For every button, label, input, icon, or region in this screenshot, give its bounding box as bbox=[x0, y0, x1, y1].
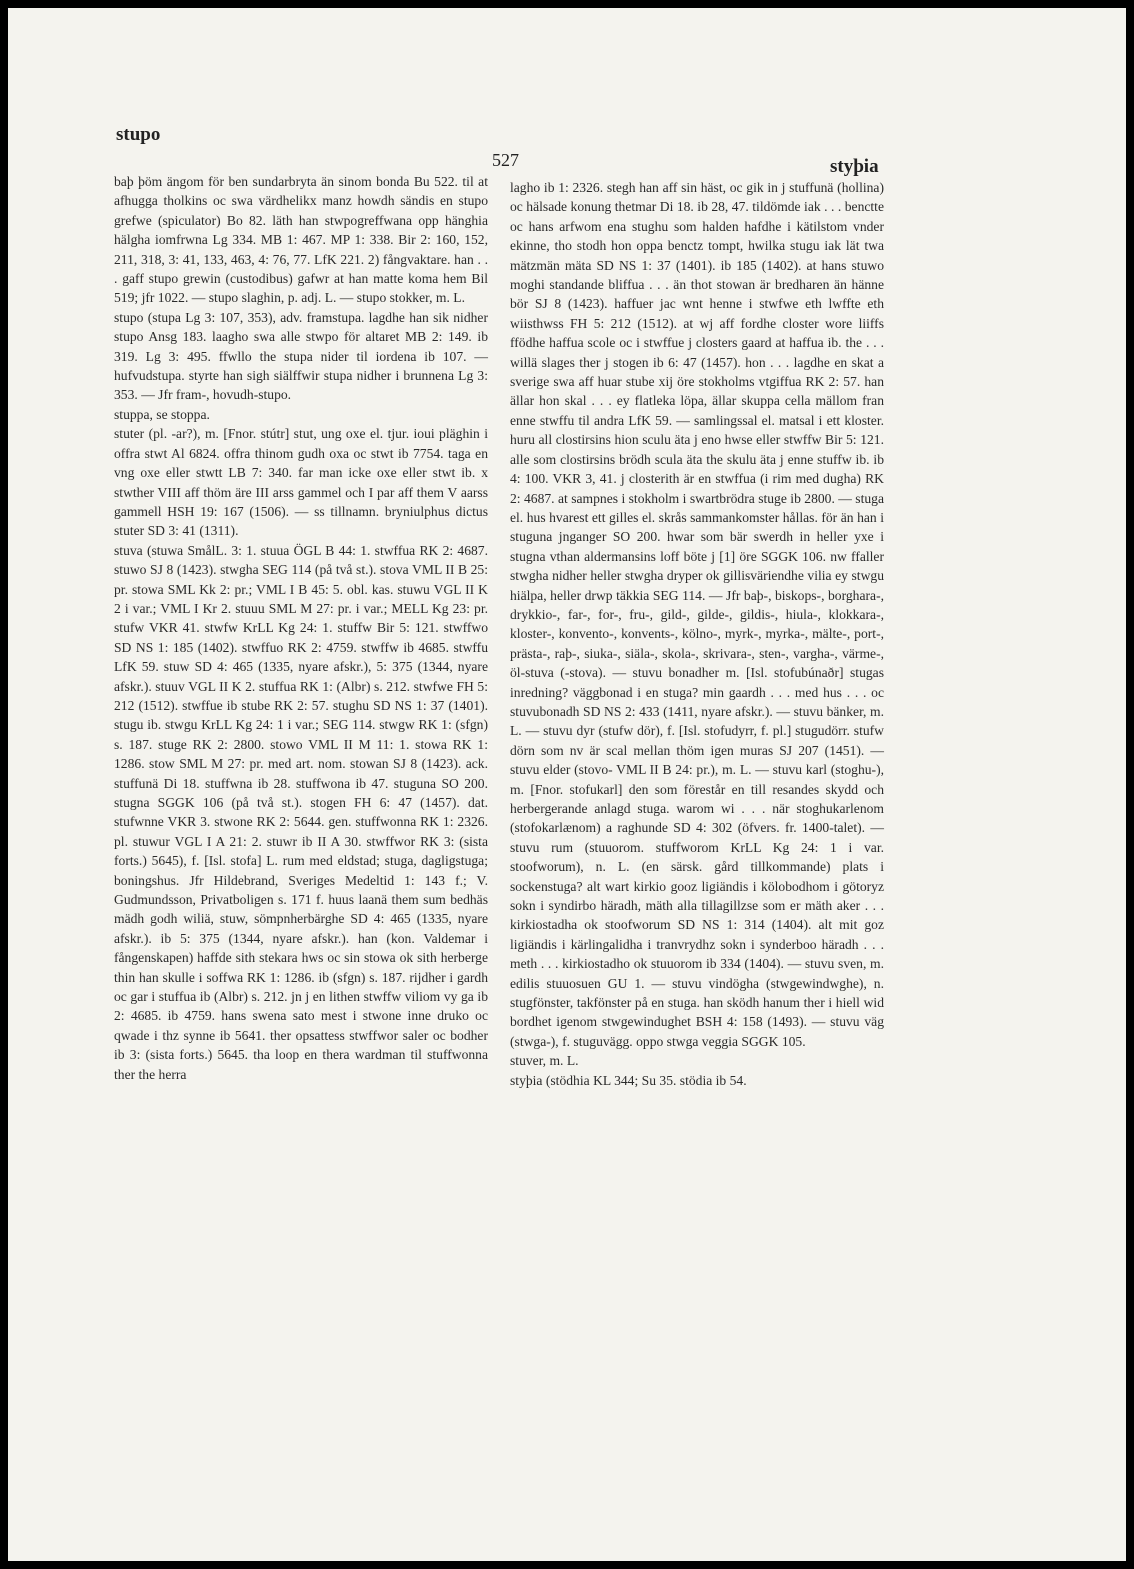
right-column bbox=[510, 178, 884, 1090]
entry-stuva-cont: lagho ib 1: 2326. stegh han aff sin häst, oc gik in j stuffunä (hollina) oc hälsade konung thetmar Di 18. ib 28, 47. tildömde iak . . . benctte oc hans arfwom ena stughu som halden hafdhe i kätilstom vnder ekinne, tho stodh hon oppa benctz tompt, hwilka stugu iak lät twa mätzmän mäta SD NS 1: 37 (1401). ib 185 (1402). at hans stuwo moghi standande bliffua . . . än thot stowan är bredharen än hänne bör SJ 8 (1423). haffuer jac wnt henne i stwfwe eth lwffte eth wiisthwss FH 5: 212 (1512). at wj aff fordhe closter wore liiffs ffödhe haffua scole oc i stwffue j closters gaard at haffua ib. the . . . willä slages ther j stogen ib 6: 47 (1457). hon . . . lagdhe en skat a sverige swa aff huar stube xij öre stokholms vtgiffua RK 2: 57. han ällar hon skal . . . ey flatleka löpa, ällar skuppa cella mällom fran enne stwffu til andra LfK 59. — samlingssal el. matsal i ett kloster. huru all clostirsins hion sculu äta j eno hwse eller stwffw Bir 5: 121. alle som clostirsins brödh scula äta the skulu äta j enne stuffw ib. ib 4: 100. VKR 3, 41. j closterith är en stwffua (i rim med dugha) RK 2: 4687. at sampnes i stokholm i swartbrödra stuge ib 2800. — stuga el. hus hvarest ett gilles el. skrås sammankomster hållas. för än han i stuguna jnganger SO 200. hwar som bär swerdh in heller yxe i stugna vthan aldermansins loff böte j [1] öre SGGK 106. nw ffaller stwgha nidher heller stwgha dryper ok gillisväriendhe vilia ey stwgu hiälpa, heller drwp täkkia SEG 114. — Jfr baþ-, biskops-, borghara-, drykkio-, far-, for-, fru-, gild-, gilde-, gildis-, hiula-, klokkara-, kloster-, konvento-, konvents-, kölno-, myrk-, myrka-, mälte-, port-, prästa-, raþ-, siuka-, siäla-, skola-, skrivara-, sten-, vargha-, värme-, öl-stuva (-stova). — stuvu bonadher m. [Isl. stofubúnaðr] stugas inredning? väggbonad i en stuga? min gaardh . . . med hus . . . oc stuvubonadh SD NS 2: 433 (1411, nyare afskr.). — stuvu bänker, m. L. — stuvu dyr (stufw dör), f. [Isl. stofudyrr, f. pl.] stugudörr. stufw dörn som nv är scal mellan thöm igen muras SJ 207 (1451). — stuvu elder (stovo- VML II B 24: pr.), m. L. — stuvu karl (stoghu-), m. [Fnor. stofukarl] den som förestår en till resandes skydd och herbergerande anlagd stuga. warom wi . . . när stoghukarlenom (stofokarlænom) a raghunde SD 4: 302 (öfvers. fr. 1400-talet). — stuvu rum (stuuorom. stuffworom KrLL Kg 24: 1 i var. stoofworum), n. L. (en särsk. gård tillkommande) plats i sockenstuga? alt wart kirkio gooz ligiändis i kölobodhom i götoryz sokn i syndirbo häradh, mäth alla tillagillzse som er mäth aker . . . kirkiostadha ok stoofworum SD NS 1: 314 (1404). alt mit goz ligiändis i kärlingalidha i tranvrydhz sokn i synderboo häradh . . . meth . . . kirkiostadho ok stuuorom ib 334 (1404). — stuvu sven, m. edilis stuuosuen GU 1. — stuvu vindögha (stwgewindwghe), n. stugfönster, takfönster på en stuga. han sködh hanum ther i hiell wid bordhet igenom stwgewindughet BSH 4: 158 (1493). — stuvu väg (stwga-), f. stuguvägg. oppo stwga veggia SGGK 105. bbox=[510, 180, 884, 1049]
left-column bbox=[114, 172, 488, 1084]
entry-stuver: stuver, m. L. bbox=[510, 1053, 579, 1069]
running-head-left: stupo bbox=[116, 124, 161, 145]
entry-stythia: styþia (stödhia KL 344; Su 35. stödia ib 54. bbox=[510, 1072, 747, 1088]
entry-stupo-adv: stupo (stupa Lg 3: 107, 353), adv. framstupa. lagdhe han sik nidher stupo Ansg 183. laagho swa alle stwpo för altaret MB 2: 149. ib 319. Lg 3: 495. ffwllo the stupa nider til iordena ib 107. — hufvudstupa. styrte han sigh siälffwir stupa nidher i brunnena Lg 3: 353. — Jfr fram-, hovudh-stupo. bbox=[114, 309, 488, 403]
entry-stuva: stuva (stuwa SmålL. 3: 1. stuua ÖGL B 44: 1. stwffua RK 2: 4687. stuwo SJ 8 (1423). stwgha SEG 114 (på två st.). stova VML II B 25: pr. stowa SML Kk 2: pr.; VML I B 45: 5. obl. kas. stuwu VGL II K 2 i var.; VML I Kr 2. stuuu SML M 27: pr. i var.; MELL Kg 23: pr. stufw VKR 41. stwfw KrLL Kg 24: 1. stuffw Bir 5: 121. stwffwo SD NS 1: 185 (1402). stwffuo RK 2: 4759. stwffw ib 4685. stwffu LfK 59. stuw SD 4: 465 (1335, nyare afskr.), 5: 375 (1344, nyare afskr.). stuuv VGL II K 2. stuffua RK 1: (Albr) s. 212. stwfwe FH 5: 212 (1512). stwffue ib stube RK 2: 57. stughu SD NS 1: 37 (1401). stugu ib. stwgu KrLL Kg 24: 1 i var.; SEG 114. stwgw RK 1: (sfgn) s. 187. stuge RK 2: 2800. stowo VML II M 11: 1. stowa RK 1: 1286. stow SML M 27: pr. med art. nom. stowan SJ 8 (1423). ack. stuffunä Di 18. stuffwna ib 28. stuffwona ib 47. stuguna SO 200. stugna SGGK 106 (på två st.). stogen FH 6: 47 (1457). dat. stufwnne VKR 3. stwone RK 2: 5644. gen. stuffwonna RK 1: 2326. pl. stuwur VGL I A 21: 2. stuwr ib II A 30. stwffwor RK 3: (sista forts.) 5645), f. [Isl. stofa] L. rum med eldstad; stuga, dagligstuga; boningshus. Jfr Hildebrand, Sveriges Medeltid 1: 143 f.; V. Gudmundsson, Privatboligen s. 171 f. huus laanä them sum bedhäs mädh godh wiliä, stuw, sömpnherbärghe SD 4: 465 (1335, nyare afskr.). ib 5: 375 (1344, nyare afskr.). han (kon. Valdemar i fångenskapen) haffde sith stekara hws oc sin stowa ok sith herberge thin han skulle i soffwa RK 1: 1286. ib (sfgn) s. 187. rijdher i gardh oc gar i stuffua ib (Albr) s. 212. jn j en lithen stwffw viliom vy ga ib 2: 4685. ib 4759. hans swena sato mest i stwone inne druko oc qwade i thz synne ib 5641. ther opsattess stwffwor saler oc bodher ib 3: (sista forts.) 5645. tha loop en thera wardman til stuffwonna ther the herra bbox=[114, 542, 488, 1082]
page-number: 527 bbox=[492, 150, 519, 170]
dictionary-page bbox=[8, 8, 1126, 1561]
entry-stuter: stuter (pl. -ar?), m. [Fnor. stútr] stut, ung oxe el. tjur. ioui pläghin i offra stwt Al 6824. offra thinom gudh oxa oc stwt ib 7754. taga en vng oxe eller stwtt LB 7: 340. far man icke oxe eller stwt ib. x stwther VIII aff thöm äre III arss gammel och I par aff them V aarss gammell HSH 19: 167 (1506). — ss tillnamn. bryniulphus dictus stuter SD 3: 41 (1311). bbox=[114, 426, 488, 539]
entry-stuppa: stuppa, se stoppa. bbox=[114, 406, 210, 422]
entry-stupo-cont: baþ þöm ängom för ben sundarbryta än sinom bonda Bu 522. til at afhugga tholkins oc swa värdhelikx manz howdh sändis en stupo grefwe (spiculator) Bo 82. läth han stwpogreffwana opp hänghia hälgha iomfrwna Lg 334. MB 1: 467. MP 1: 338. Bir 2: 160, 152, 211, 318, 3: 41, 133, 463, 4: 76, 77. LfK 221. 2) fångvaktare. han . . . gaff stupo grewin (custodibus) gafwr at han matte koma hem Bil 519; jfr 1022. — stupo slaghin, p. adj. L. — stupo stokker, m. L. bbox=[114, 174, 488, 306]
running-head-right: styþia bbox=[830, 156, 879, 177]
